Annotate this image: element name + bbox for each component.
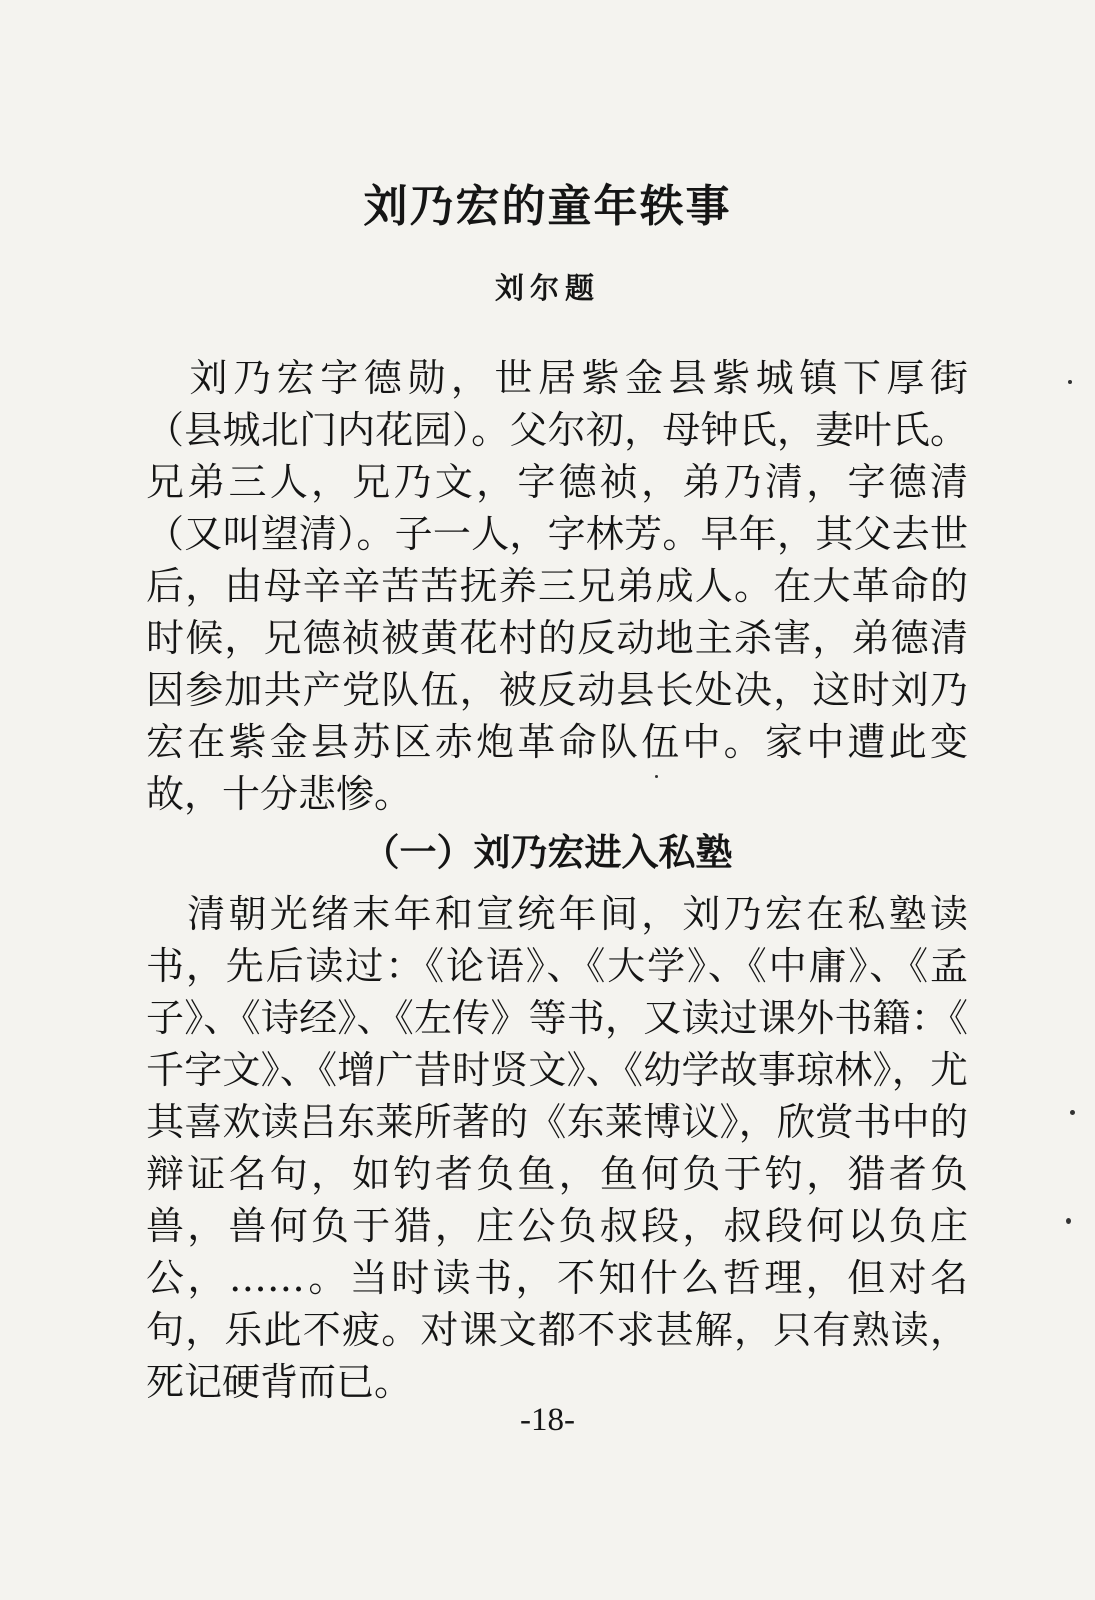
paragraph1-line: 宏在紫金县苏区赤炮革命队伍中。家中遭此变 [146,720,968,764]
paragraph1-line: 兄弟三人，兄乃文，字德祯，弟乃清，字德清 [146,460,968,504]
paragraph2-line: 其喜欢读吕东莱所著的《东莱博议》，欣赏书中的 [146,1100,968,1144]
paragraph2-line: 子》、《诗经》、《左传》等书，又读过课外书籍：《 [146,996,968,1040]
scan-speck [655,775,658,778]
paragraph2-line: 句，乐此不疲。对课文都不求甚解，只有熟读， [146,1308,968,1352]
paragraph2-line: 清朝光绪末年和宣统年间，刘乃宏在私塾读 [146,892,968,936]
paragraph2-line: 千字文》、《增广昔时贤文》、《幼学故事琼林》，尤 [146,1048,968,1092]
paragraph1-line: 因参加共产党队伍，被反动县长处决，这时刘乃 [146,668,968,712]
article-title: 刘乃宏的童年轶事 [363,181,732,232]
paragraph2-line: 辩证名句，如钓者负鱼，鱼何负于钓，猎者负 [146,1152,968,1196]
paragraph2-line: 兽，兽何负于猎，庄公负叔段，叔段何以负庄 [146,1204,968,1248]
paragraph1-line: 刘乃宏字德勋，世居紫金县紫城镇下厚街 [146,356,968,400]
scan-speck [1066,1218,1071,1224]
article-author: 刘尔题 [494,271,600,305]
paragraph1-line: （又叫望清）。子一人，字林芳。早年，其父去世 [146,512,968,556]
scan-speck [1070,1110,1075,1115]
paragraph2-line: 公，……。当时读书，不知什么哲理，但对名 [146,1256,968,1300]
section-heading: （一）刘乃宏进入私塾 [362,831,733,874]
paragraph1-line: 后，由母辛辛苦苦抚养三兄弟成人。在大革命的 [146,564,968,608]
paragraph1-line: 时候，兄德祯被黄花村的反动地主杀害，弟德清 [146,616,968,660]
paragraph2-line: 书，先后读过：《论语》、《大学》、《中庸》、《孟 [146,944,968,988]
scan-speck [1068,380,1072,384]
paragraph1-line: 故，十分悲惨。 [146,772,413,816]
page-number: -18- [520,1402,575,1438]
paragraph1-line: （县城北门内花园）。父尔初，母钟氏，妻叶氏。 [146,408,968,452]
paragraph2-line: 死记硬背而已。 [146,1360,413,1404]
